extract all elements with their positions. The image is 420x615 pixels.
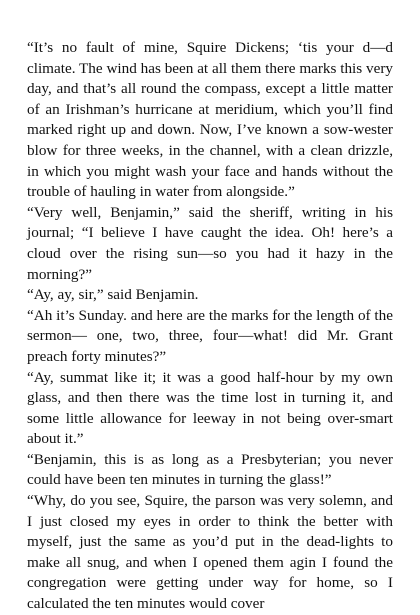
page-text (27, 38, 393, 615)
paragraph-3: “Ay, ay, sir,” said Benjamin. (27, 286, 199, 304)
paragraph-5: “Ay, summat like it; it was a good half-hour by my own glass, and then there was the time lost in turning it, and some little allowance for leeway in not being over-smart about it.” (27, 368, 393, 448)
paragraph-6: “Benjamin, this is as long as a Presbyterian; you never could have been ten minutes in turning the glass!” (27, 450, 393, 489)
paragraph-7: “Why, do you see, Squire, the parson was very solemn, and I just closed my eyes in order to think the better with myself, just the same as you’d put in the dead-lights to make all snug, and when I opened them agin I found the congregation were getting under way for home, so I calculated the ten minutes would cover (27, 492, 393, 613)
paragraph-2: “Very well, Benjamin,” said the sheriff, writing in his journal; “I believe I have caught the idea. Oh! here’s a cloud over the rising sun—so you had it hazy in the morning?” (27, 203, 393, 283)
paragraph-1: “It’s no fault of mine, Squire Dickens; ‘tis your d—d climate. The wind has been at all them there marks this very day, and that’s all round the compass, except a little matter of an Irishman’s hurricane at meridium, which you’ll find marked right up and down. Now, I’ve known a sow-wester blow for three weeks, in the channel, with a clean drizzle, in which you might wash your face and hands without the trouble of hauling in water from alongside.” (27, 39, 393, 201)
paragraph-4: “Ah it’s Sunday. and here are the marks for the length of the sermon— one, two, three, four—what! did Mr. Grant preach forty minutes?” (27, 306, 393, 365)
